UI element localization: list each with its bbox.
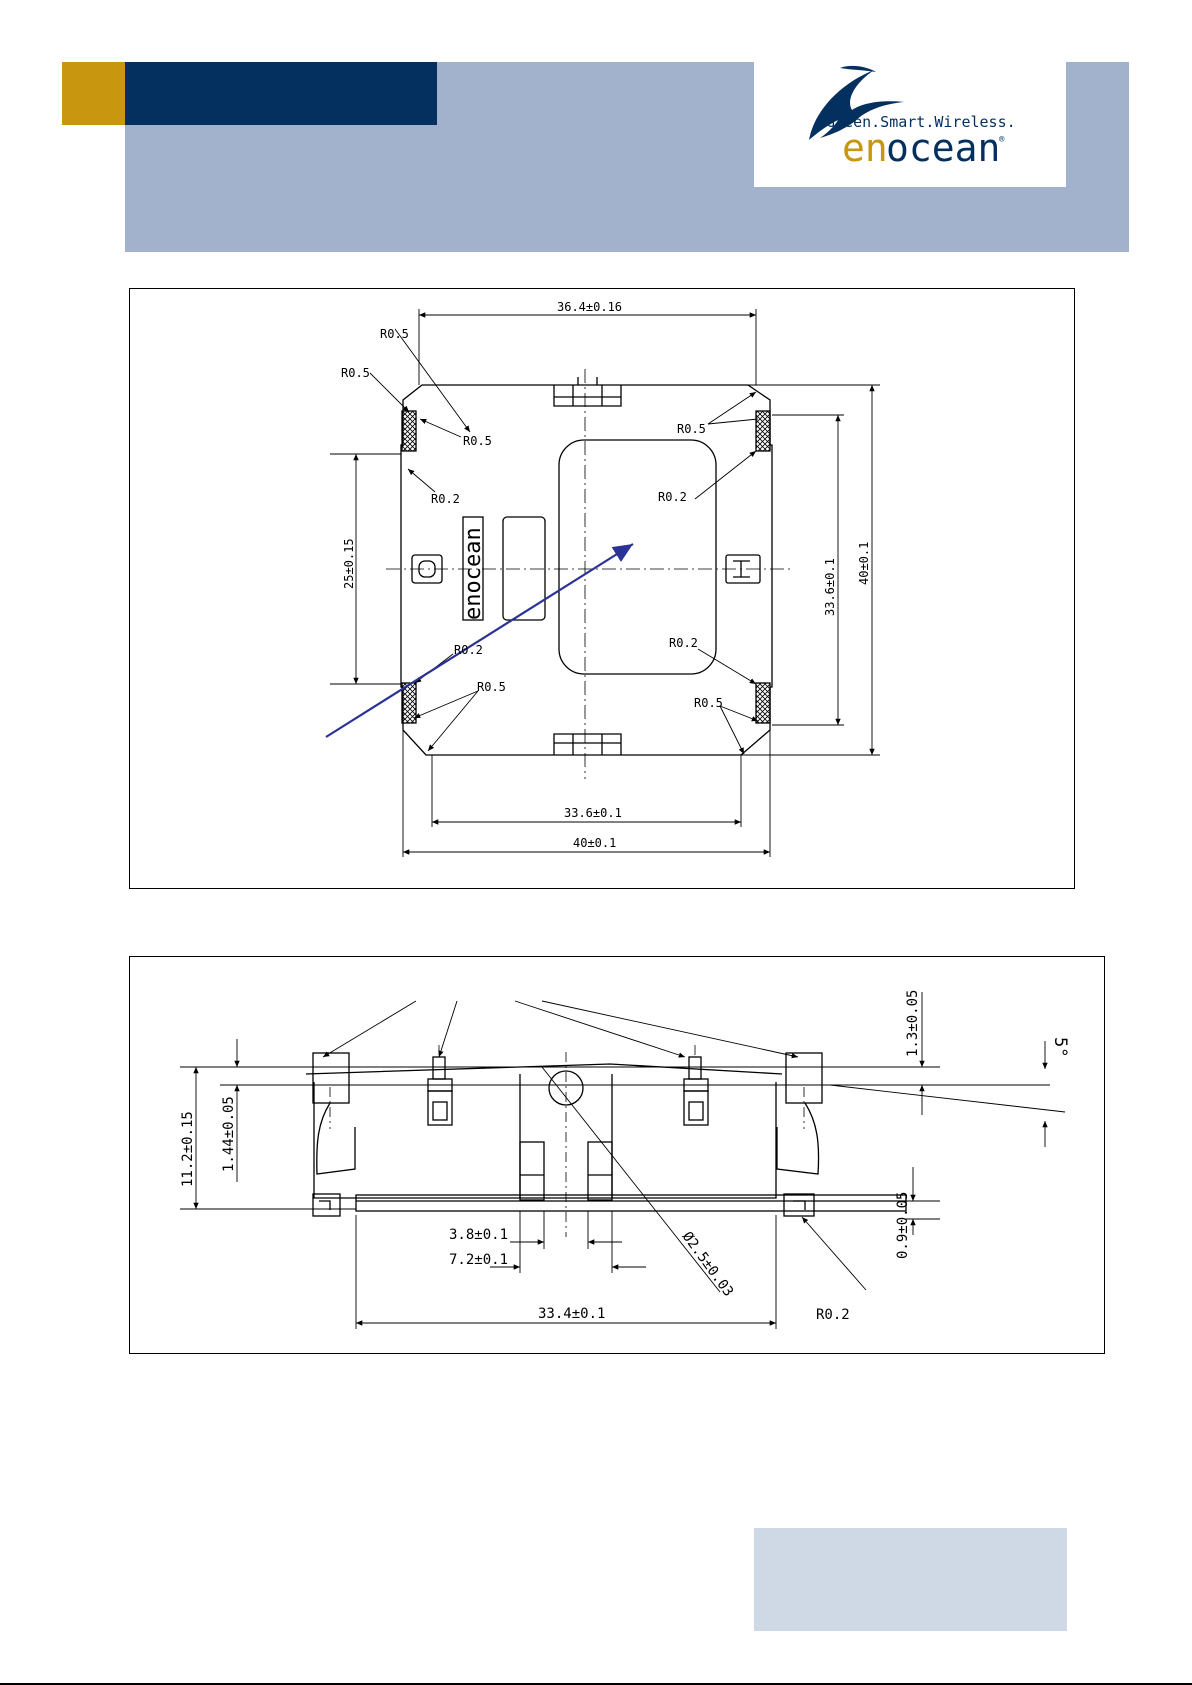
radius-label-3: R0.5 — [463, 434, 492, 448]
radius-label-5: R0.5 — [677, 422, 706, 436]
dim-right-inner: 33.6±0.1 — [823, 558, 837, 616]
radius-label-8: R0.5 — [694, 696, 723, 710]
module-brand-text: enocean — [461, 527, 486, 620]
radius-label-2: R0.5 — [341, 366, 370, 380]
dim-3-8: 3.8±0.1 — [449, 1227, 509, 1243]
logo-wordmark-ocean: ocean — [886, 126, 1001, 170]
radius-label-4: R0.2 — [431, 492, 460, 506]
logo-wordmark-en: en — [842, 126, 888, 170]
dim-right-outer: 40±0.1 — [857, 541, 871, 585]
dim-radius: R0.2 — [816, 1307, 850, 1323]
enocean-logo — [754, 62, 1066, 187]
radius-label-10: R0.5 — [477, 680, 506, 694]
logo-registered: ® — [999, 135, 1005, 145]
radius-label-7: R0.2 — [669, 636, 698, 650]
radius-label-9: R0.2 — [454, 643, 483, 657]
dolphin-logo-icon — [754, 62, 1066, 187]
logo-tagline: Green.Smart.Wireless. — [826, 113, 1016, 131]
radius-label-1: R0.5 — [380, 327, 409, 341]
dim-bottom-outer: 40±0.1 — [573, 836, 617, 850]
dim-top-width: 36.4±0.16 — [557, 300, 623, 314]
header-navy-block — [125, 62, 437, 125]
dim-base: 0.9±0.05 — [895, 1191, 911, 1259]
dim-bottom-inner: 33.6±0.1 — [564, 806, 622, 820]
dim-33-4: 33.4±0.1 — [538, 1306, 606, 1322]
top-view-svg — [130, 289, 1074, 888]
top-view-drawing — [129, 288, 1075, 889]
dim-angle: 5° — [1050, 1037, 1070, 1058]
side-view-drawing — [129, 956, 1105, 1354]
header-gold-block — [62, 62, 125, 125]
side-view-svg — [130, 957, 1104, 1353]
dim-left-height: 25±0.15 — [342, 538, 356, 589]
dim-7-2: 7.2±0.1 — [449, 1252, 509, 1268]
footer-box — [754, 1528, 1067, 1631]
dim-top-offset: 1.3±0.05 — [905, 989, 921, 1057]
dim-height-pin: 1.44±0.05 — [221, 1096, 237, 1172]
dim-height-total: 11.2±0.15 — [180, 1111, 196, 1187]
radius-label-6: R0.2 — [658, 490, 687, 504]
dim-diameter: Ø2.5±0.03 — [678, 1228, 737, 1300]
